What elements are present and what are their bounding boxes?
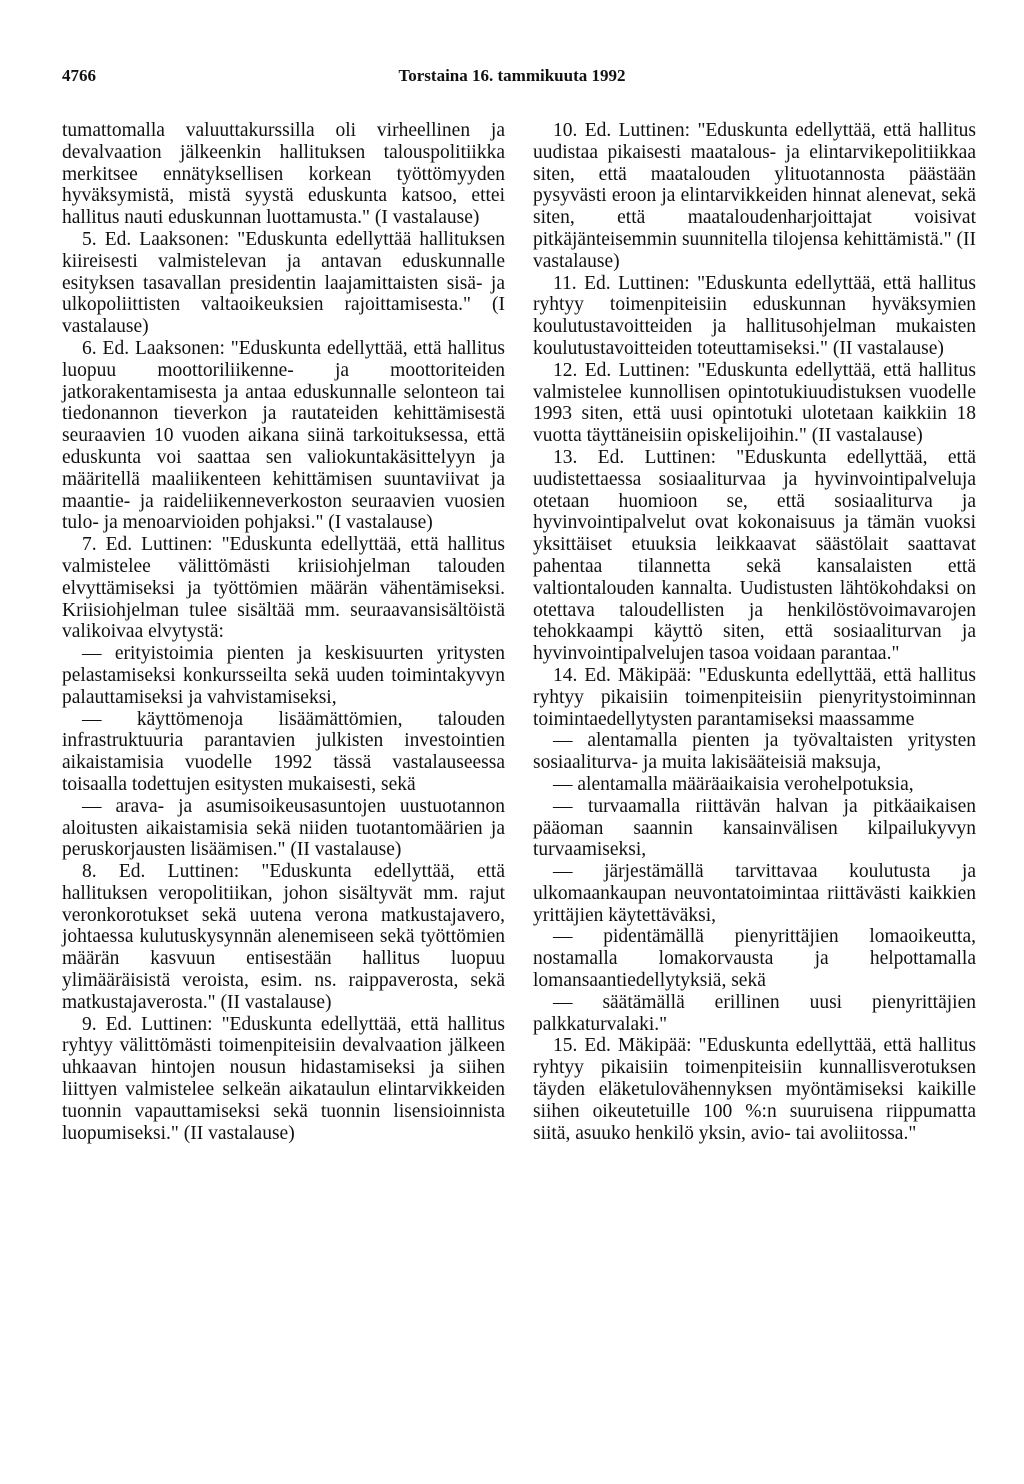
motion-12: 12. Ed. Luttinen: "Eduskunta edellyttää, että hallitus valmistelee kunnollisen opintotukiuudistuksen vuodelle 1993 siten, että uusi opintotuki ulotetaan kaikkiin 18 vuotta täyttäneisiin opiskelijoihin." (II vastalause) [533,359,976,447]
page-header [62,66,962,90]
motion-14-list-item: — alentamalla pienten ja työvaltaisten yritysten sosiaaliturva- ja muita lakisääteisiä maksuja, [533,730,976,774]
motion-7-list-item: — käyttömenoja lisäämättömien, talouden infrastruktuuria parantavien julkisten investointien aikaistamisia vuodelle 1992 tässä vastalauseessa toisaalla todettujen esitysten mukaisesti, sekä [62,708,505,795]
running-title: Torstaina 16. tammikuuta 1992 [398,66,626,85]
motion-7-list-item: — arava- ja asumisoikeusasuntojen uustuotannon aloitusten aikaistamisia sekä niiden tuotantomäärien ja peruskorjausten lisäämisen." (II vastalause) [62,795,505,861]
motion-7: 7. Ed. Luttinen: "Eduskunta edellyttää, että hallitus valmistelee välittömästi kriisiohjelman talouden elvyttämiseksi ja työttömien määrän vähentämiseksi. Kriisiohjelman tulee sisältää mm. seuraavansisältöistä valikoivaa elvytystä: [62,534,505,643]
motion-14-list-item: — järjestämällä tarvittavaa koulutusta ja ulkomaankaupan neuvontatoimintaa riittävästi kaikkien yrittäjien käytettäväksi, [533,861,976,926]
motion-10: 10. Ed. Luttinen: "Eduskunta edellyttää, että hallitus uudistaa pikaisesti maatalous- ja elintarvikepolitiikkaa siten, että maatalouden ylituotannosta päästään pysyvästi eroon ja elintarvikkeiden hinnat alenevat, sekä siten, että maataloudenharjoittajat voisivat pitkäjänteisemmin suunnitella tilojensa kehittämistä." (II vastalause) [533,120,976,272]
motion-14-list-item: — säätämällä erillinen uusi pienyrittäjien palkkaturvalaki." [533,991,976,1035]
motion-7-list-item: — erityistoimia pienten ja keskisuurten yritysten pelastamiseksi konkursseilta sekä uuden toimintakyvyn palauttamiseksi ja vahvistamiseksi, [62,643,505,708]
page-number: 4766 [62,66,96,85]
paragraph-continuation: tumattomalla valuuttakurssilla oli virheellinen ja devalvaation jälkeenkin hallituksen talouspolitiikka merkitsee ennätyksellisen korkean työttömyyden hyväksymistä, mistä syystä eduskunta katsoo, ettei hallitus nauti eduskunnan luottamusta." (I vastalause) [62,120,505,229]
motion-9: 9. Ed. Luttinen: "Eduskunta edellyttää, että hallitus ryhtyy välittömästi toimenpiteisiin devalvaation jälkeen uhkaavan hintojen nousun hidastamiseksi ja siihen liittyen valmistelee selkeän aikataulun elintarvikkeiden tuonnin vapauttamiseksi sekä tuonnin lisensioinnista luopumiseksi." (II vastalause) [62,1013,505,1144]
motion-14-list-item: — alentamalla määräaikaisia verohelpotuksia, [553,773,914,795]
motion-5: 5. Ed. Laaksonen: "Eduskunta edellyttää hallituksen kiireisesti valmistelevan ja antavan eduskunnalle esityksen tasavallan presidentin laajamittaisten sisä- ja ulkopoliittisten valtaoikeuksien rajoittamisesta." (I vastalause) [62,228,505,338]
left-column [62,120,505,1144]
right-column [533,120,976,1144]
motion-11: 11. Ed. Luttinen: "Eduskunta edellyttää, että hallitus ryhtyy toimenpiteisiin eduskunnan hyväksymien koulutustavoitteiden ja hallitusohjelman mukaisten koulutustavoitteiden toteuttamiseksi." (II vastalause) [533,272,976,359]
motion-14-list-item: — turvaamalla riittävän halvan ja pitkäaikaisen pääoman saannin kansainvälisen kilpailukyvyn turvaamiseksi, [533,795,976,861]
motion-14-list-item: — pidentämällä pienyrittäjien lomaoikeutta, nostamalla lomakorvausta ja helpottamalla lomansaantiedellytyksiä, sekä [533,926,976,992]
motion-14: 14. Ed. Mäkipää: "Eduskunta edellyttää, että hallitus ryhtyy pikaisiin toimenpiteisiin pienyritystoiminnan toimintaedellytysten parantamiseksi maassamme [533,664,976,730]
motion-8: 8. Ed. Luttinen: "Eduskunta edellyttää, että hallituksen veropolitiikan, johon sisältyvät mm. rajut veronkorotukset sekä uutena verona matkustajavero, johtaessa kulutuskysynnän alenemiseen sekä työttömien määrän kasvuun entisestään hallitus luopuu ylimääräisistä veroista, esim. ns. raippaverosta, sekä matkustajaverosta." (II vastalause) [62,861,505,1013]
motion-13: 13. Ed. Luttinen: "Eduskunta edellyttää, että uudistettaessa sosiaaliturvaa ja hyvinvointipalveluja otetaan huomioon se, että sosiaaliturva ja hyvinvointipalvelut ovat kokonaisuus ja tämän vuoksi yksittäiset etuuksia leikkaavat säästölait saattavat pahentaa tilannetta sekä kansalaisten että valtiontalouden kannalta. Uudistusten lähtökohdaksi on otettava taloudellisten ja henkilöstövoimavarojen tehokkaampi käyttö siten, että sosiaaliturvan ja hyvinvointipalvelujen tasoa voidaan parantaa." [533,446,976,665]
motion-15: 15. Ed. Mäkipää: "Eduskunta edellyttää, että hallitus ryhtyy pikaisiin toimenpiteisiin kunnallisverotuksen täyden eläketulovähennyksen myöntämiseksi kaikille siihen oikeutetuille 100 %:n suuruisena riippumatta siitä, asuuko henkilö yksin, avio- tai avoliitossa." [533,1035,976,1144]
motion-6: 6. Ed. Laaksonen: "Eduskunta edellyttää, että hallitus luopuu moottoriliikenne- ja moottoriteiden jatkorakentamisesta ja antaa eduskunnalle selonteon tai tiedonannon tieverkon ja rautateiden kehittämisestä seuraavien 10 vuoden aikana siinä tarkoituksessa, että eduskunta voi saattaa sen valiokuntakäsittelyyn ja määritellä maaliikenteen kehittämisen suuntaviivat ja maantie- ja raideliikenneverkoston seuraavien vuosien tulo- ja menoarvioiden pohjaksi." (I vastalause) [62,337,505,534]
